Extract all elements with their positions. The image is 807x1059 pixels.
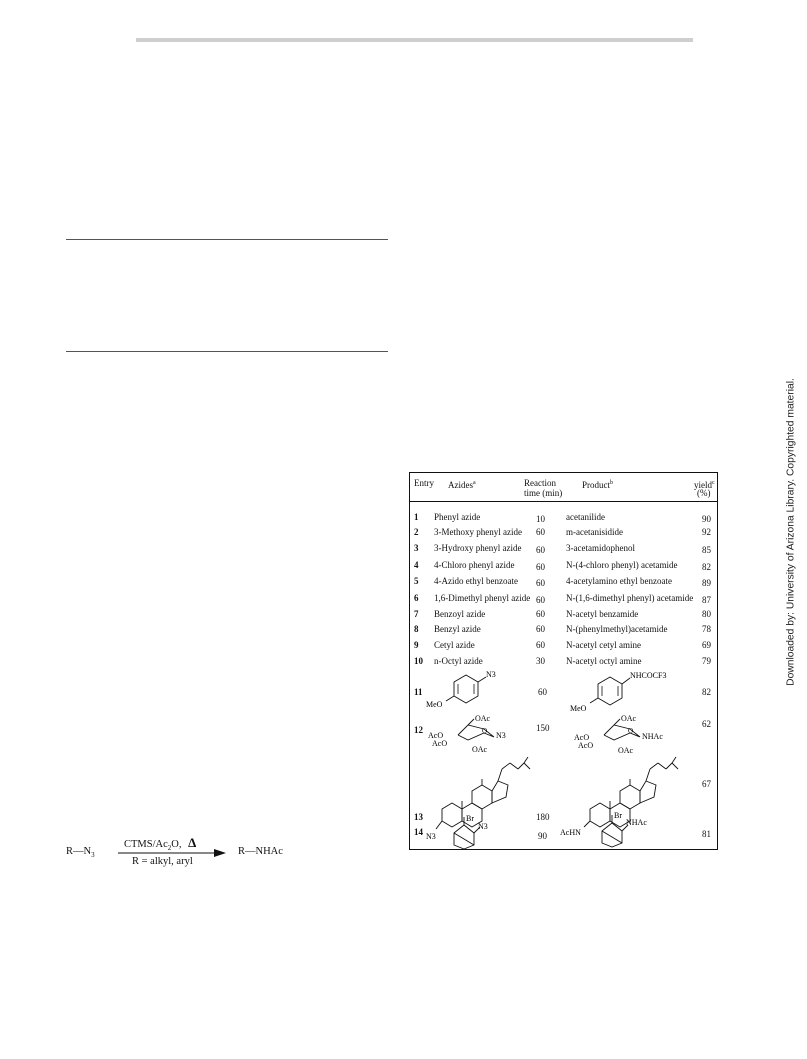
product-name: acetanilide [566, 512, 605, 522]
product-name: N-(1,6-dimethyl phenyl) acetamide [566, 593, 694, 603]
yield-12: 62 [702, 719, 711, 729]
yield-value: 79 [702, 656, 711, 666]
product-name: N-acetyl octyl amine [566, 656, 642, 666]
azide-name: 3-Hydroxy phenyl azide [434, 543, 522, 553]
product-11-structure [568, 669, 678, 715]
azide-14-structure [440, 813, 520, 851]
entry-number: 2 [414, 527, 419, 537]
product-11-nhcocf3: NHCOCF3 [630, 671, 667, 680]
azide-11-n3: N3 [486, 670, 496, 679]
yield-value: 89 [702, 578, 711, 588]
entry-number: 14 [414, 827, 423, 837]
product-14-structure [588, 809, 678, 849]
entry-number: 13 [414, 812, 423, 822]
reaction-time: 60 [536, 578, 545, 588]
header-time: time (min) [524, 488, 563, 498]
side-note [775, 372, 807, 692]
reaction-time: 60 [536, 624, 545, 634]
product-12-ring-o: O [628, 727, 634, 735]
reaction-time: 30 [536, 656, 545, 666]
yield-value: 69 [702, 640, 711, 650]
product-12-structure [570, 713, 680, 759]
azide-name: Benzyl azide [434, 624, 481, 634]
azide-12-aco-1: AcO [428, 731, 444, 740]
reaction-time: 60 [536, 545, 545, 555]
azide-name: Phenyl azide [434, 512, 481, 522]
azide-12-aco-2: AcO [432, 739, 448, 748]
reaction-scheme [66, 836, 296, 870]
azide-name: 3-Methoxy phenyl azide [434, 527, 522, 537]
scheme-reagent: CTMS/$Ac_2O$, Δ [124, 835, 197, 853]
time-13: 180 [536, 812, 550, 822]
reaction-time: 60 [536, 609, 545, 619]
header-rule [410, 501, 717, 502]
yield-value: 85 [702, 545, 711, 555]
product-12-oac-top: OAc [621, 714, 637, 723]
product-name: N-(4-chloro phenyl) acetamide [566, 560, 678, 570]
yield-13: 67 [702, 779, 711, 789]
azide-11-structure [424, 669, 510, 715]
entry-number: 9 [414, 640, 419, 650]
azide-name: 4-Azido ethyl benzoate [434, 576, 518, 586]
scheme-reactant: $R—N_3$ [66, 846, 95, 860]
azide-12-structure [424, 713, 520, 759]
header-product: Product$^b$ [582, 480, 613, 490]
product-name: N-acetyl cetyl amine [566, 640, 641, 650]
yield-value: 80 [702, 609, 711, 619]
azide-14-br: Br [466, 814, 474, 823]
entry-number: 3 [414, 543, 419, 553]
header-percent: (%) [697, 488, 711, 498]
header-bar [136, 38, 693, 42]
entry-number: 8 [414, 624, 419, 634]
product-14-nhac: NHAc [626, 818, 647, 827]
header-yield: yield$^c$ [694, 480, 715, 490]
product-13-achn: AcHN [560, 828, 581, 837]
yield-14: 81 [702, 829, 711, 839]
product-name: 3-acetamidophenol [566, 543, 635, 553]
azide-name: 4-Chloro phenyl azide [434, 560, 515, 570]
product-12-aco-1: AcO [574, 733, 590, 742]
product-name: N-(phenylmethyl)acetamide [566, 624, 668, 634]
entry-number: 11 [414, 687, 423, 697]
product-name: m-acetanisidide [566, 527, 623, 537]
product-name: 4-acetylamino ethyl benzoate [566, 576, 672, 586]
header-entry: Entry [414, 478, 434, 488]
entry-number: 7 [414, 609, 419, 619]
azide-name: 1,6-Dimethyl phenyl azide [434, 593, 531, 603]
product-12-nhac: NHAc [642, 732, 663, 741]
yield-value: 90 [702, 514, 711, 524]
yield-value: 87 [702, 595, 711, 605]
azide-12-oac-bottom: OAc [472, 745, 488, 754]
yield-value: 78 [702, 624, 711, 634]
reaction-time: 10 [536, 514, 545, 524]
scheme-product: R—NHAc [238, 846, 283, 857]
time-14: 90 [538, 831, 547, 841]
azide-12-ring-o: O [482, 727, 488, 735]
reaction-time: 60 [536, 562, 545, 572]
azide-12-oac-top: OAc [475, 714, 491, 723]
scheme-condition: R = alkyl, aryl [132, 856, 193, 867]
header-reaction: Reaction [524, 478, 556, 488]
entry-number: 5 [414, 576, 419, 586]
time-12: 150 [536, 723, 550, 733]
entry-number: 10 [414, 656, 423, 666]
product-12-aco-2: AcO [578, 741, 594, 750]
product-12-oac-bottom: OAc [618, 746, 634, 755]
entry-number: 6 [414, 593, 419, 603]
reaction-time: 60 [536, 595, 545, 605]
yield-value: 92 [702, 527, 711, 537]
side-note-text: Downloaded by: University of Arizona Library. Copyrighted material. [785, 378, 797, 686]
azide-name: n-Octyl azide [434, 656, 483, 666]
entry-number: 12 [414, 725, 423, 735]
reaction-time: 60 [536, 527, 545, 537]
results-table [409, 472, 718, 850]
yield-value: 82 [702, 562, 711, 572]
azide-name: Cetyl azide [434, 640, 475, 650]
bottom-rule [66, 351, 388, 352]
azide-14-n3: N3 [478, 822, 488, 831]
azide-name: Benzoyl azide [434, 609, 486, 619]
entry-number: 1 [414, 512, 419, 522]
header-azides: Azides$^a$ [448, 480, 476, 490]
azide-12-n3: N3 [496, 731, 506, 740]
top-rule [66, 239, 388, 240]
product-name: N-acetyl benzamide [566, 609, 639, 619]
yield-11: 82 [702, 687, 711, 697]
heat-symbol: Δ [188, 835, 197, 850]
product-11-meo: MeO [570, 704, 587, 713]
product-14-br: Br [614, 811, 622, 820]
time-11: 60 [538, 687, 547, 697]
reaction-time: 60 [536, 640, 545, 650]
azide-13-n3: N3 [426, 832, 436, 841]
entry-number: 4 [414, 560, 419, 570]
azide-11-meo: MeO [426, 700, 443, 709]
